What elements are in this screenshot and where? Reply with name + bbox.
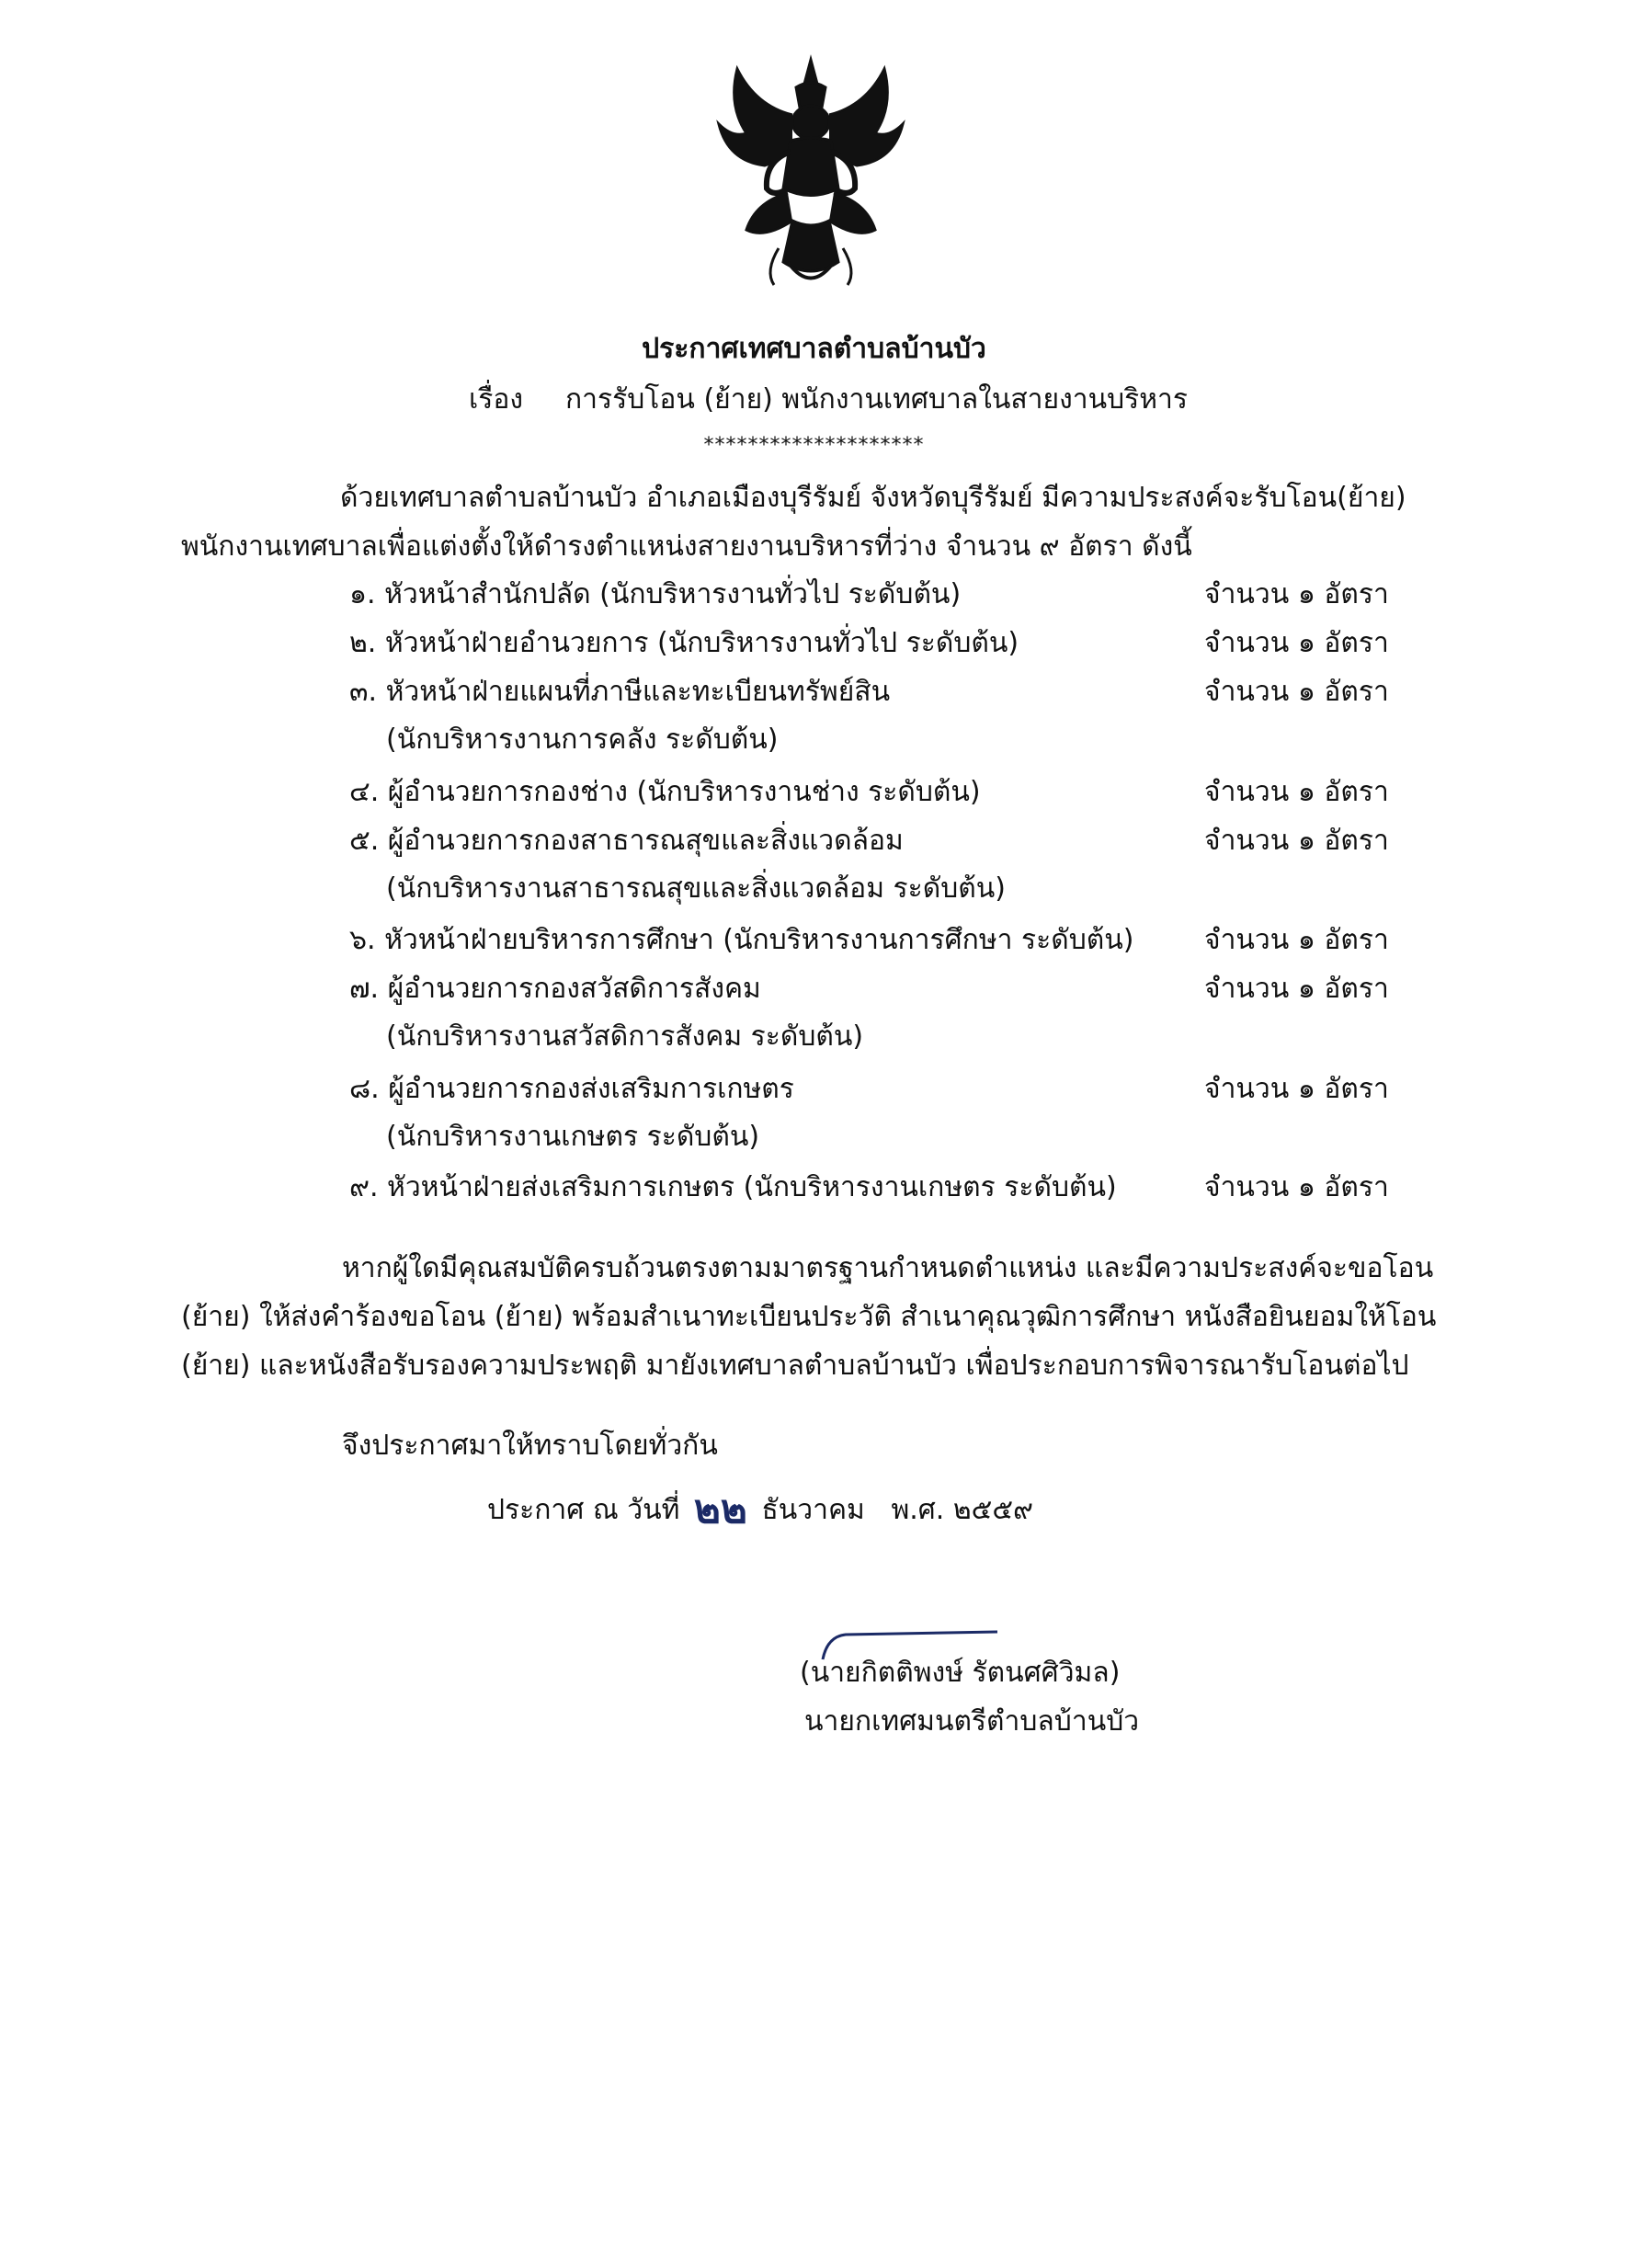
- position-quantity: จำนวน ๑ อัตรา: [1204, 1171, 1389, 1203]
- requirements-line-2: (ย้าย) ให้ส่งคำร้องขอโอน (ย้าย) พร้อมสำเนาทะเบียนประวัติ สำเนาคุณวุฒิการศึกษา หนังสือยินยอมให้โอน: [181, 1301, 1437, 1333]
- date-year: พ.ศ. ๒๕๕๙: [891, 1494, 1034, 1526]
- position-text: ๓. หัวหน้าฝ่ายแผนที่ภาษีและทะเบียนทรัพย์สิน: [349, 676, 891, 708]
- position-item: [349, 576, 961, 613]
- position-subtext: (นักบริหารงานสวัสดิการสังคม ระดับต้น): [386, 1020, 864, 1053]
- position-subtext: (นักบริหารงานสาธารณสุขและสิ่งแวดล้อม ระดับต้น): [386, 872, 1006, 905]
- position-quantity: จำนวน ๑ อัตรา: [1204, 1073, 1389, 1105]
- position-quantity: จำนวน ๑ อัตรา: [1204, 825, 1389, 857]
- position-text: ๑. หัวหน้าสำนักปลัด (นักบริหารงานทั่วไป ระดับต้น): [349, 578, 962, 610]
- requirements-line-1: หากผู้ใดมีคุณสมบัติครบถ้วนตรงตามมาตรฐานกำหนดตำแหน่ง และมีความประสงค์จะขอโอน: [342, 1252, 1434, 1284]
- position-item: [349, 774, 981, 811]
- position-text: ๖. หัวหน้าฝ่ายบริหารการศึกษา (นักบริหารงานการศึกษา ระดับต้น): [349, 924, 1134, 956]
- position-quantity: จำนวน ๑ อัตรา: [1204, 676, 1389, 708]
- position-text: ๔. ผู้อำนวยการกองช่าง (นักบริหารงานช่าง ระดับต้น): [349, 776, 981, 808]
- position-quantity: จำนวน ๑ อัตรา: [1204, 578, 1389, 610]
- position-item: [349, 922, 1133, 959]
- position-text: ๘. ผู้อำนวยการกองส่งเสริมการเกษตร: [349, 1073, 794, 1105]
- position-subtext: (นักบริหารงานการคลัง ระดับต้น): [386, 724, 779, 756]
- position-text: ๕. ผู้อำนวยการกองสาธารณสุขและสิ่งแวดล้อม: [349, 825, 904, 857]
- signer-name: (นายกิตติพงษ์ รัตนศศิวิมล): [800, 1657, 1121, 1689]
- date-day: ๒๒: [693, 1486, 747, 1533]
- position-text: ๒. หัวหน้าฝ่ายอำนวยการ (นักบริหารงานทั่วไป ระดับต้น): [349, 627, 1019, 659]
- garuda-emblem-icon: [700, 51, 921, 299]
- closing-text: จึงประกาศมาให้ทราบโดยทั่วกัน: [342, 1430, 718, 1462]
- date-month: ธันวาคม: [761, 1494, 865, 1526]
- announcement-date: [487, 1486, 1034, 1533]
- intro-line-2: พนักงานเทศบาลเพื่อแต่งตั้งให้ดำรงตำแหน่งสายงานบริหารที่ว่าง จำนวน ๙ อัตรา ดังนี้: [181, 530, 1192, 563]
- signer-position: นายกเทศมนตรีตำบลบ้านบัว: [804, 1705, 1140, 1738]
- position-item: [349, 971, 863, 1055]
- position-item: [349, 674, 890, 758]
- position-text: ๗. ผู้อำนวยการกองสวัสดิการสังคม: [349, 973, 761, 1005]
- subject-label: เรื่อง: [469, 383, 524, 416]
- position-text: ๙. หัวหน้าฝ่ายส่งเสริมการเกษตร (นักบริหารงานเกษตร ระดับต้น): [349, 1171, 1117, 1203]
- intro-line-1: ด้วยเทศบาลตำบลบ้านบัว อำเภอเมืองบุรีรัมย์ จังหวัดบุรีรัมย์ มีความประสงค์จะรับโอน(ย้าย): [340, 482, 1406, 514]
- position-item: [349, 1169, 1117, 1206]
- position-quantity: จำนวน ๑ อัตรา: [1204, 973, 1389, 1005]
- position-quantity: จำนวน ๑ อัตรา: [1204, 776, 1389, 808]
- position-item: [349, 625, 1019, 662]
- position-item: [349, 1071, 794, 1156]
- position-subtext: (นักบริหารงานเกษตร ระดับต้น): [386, 1121, 760, 1153]
- announcement-subject: [469, 382, 1188, 418]
- date-prefix: ประกาศ ณ วันที่: [487, 1494, 680, 1526]
- announcement-title: ประกาศเทศบาลตำบลบ้านบัว: [642, 333, 986, 365]
- position-item: [349, 823, 1006, 907]
- position-quantity: จำนวน ๑ อัตรา: [1204, 924, 1389, 956]
- separator-line: ********************: [703, 434, 925, 457]
- subject-text: การรับโอน (ย้าย) พนักงานเทศบาลในสายงานบริหาร: [565, 383, 1188, 416]
- requirements-line-3: (ย้าย) และหนังสือรับรองความประพฤติ มายังเทศบาลตำบลบ้านบัว เพื่อประกอบการพิจารณารับโอนต่อไป: [181, 1350, 1409, 1382]
- position-quantity: จำนวน ๑ อัตรา: [1204, 627, 1389, 659]
